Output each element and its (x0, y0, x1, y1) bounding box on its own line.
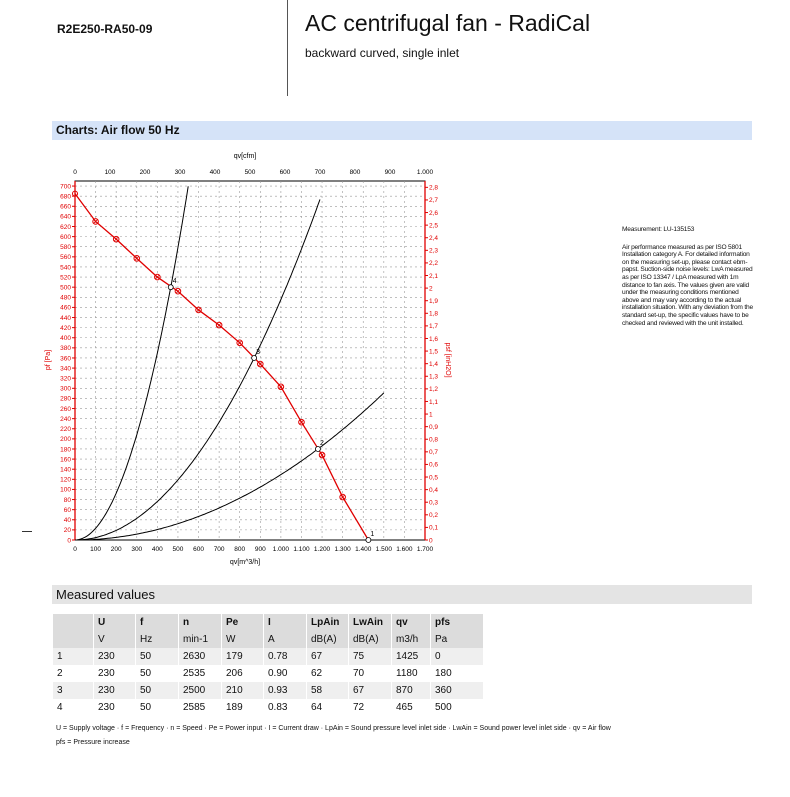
x2-tick-label: 200 (139, 169, 151, 176)
table-cell: I (264, 614, 306, 631)
table-cell: 1425 (392, 648, 430, 665)
y-tick-label: 100 (60, 486, 71, 494)
fan-curve-marker-cross (299, 420, 303, 424)
y-tick-label: 260 (60, 405, 71, 413)
table-cell: dB(A) (307, 631, 348, 648)
x-tick-label: 0 (73, 546, 77, 553)
table-cell: n (179, 614, 221, 631)
table-cell: 50 (136, 699, 178, 716)
table-cell: f (136, 614, 178, 631)
y-tick-label: 480 (60, 294, 71, 302)
measured-values-header: Measured values (52, 585, 752, 604)
table-cell: 206 (222, 665, 263, 682)
table-cell: 179 (222, 648, 263, 665)
x-tick-label: 800 (234, 546, 246, 553)
table-cell: 230 (94, 648, 135, 665)
table-units-row (53, 631, 483, 648)
x-tick-label: 100 (90, 546, 102, 553)
y-tick-label: 540 (60, 264, 71, 272)
table-cell: 50 (136, 682, 178, 699)
product-title: AC centrifugal fan - RadiCal (305, 10, 591, 36)
y-tick-label: 360 (60, 355, 71, 363)
x-tick-label: 1.200 (313, 546, 331, 553)
measurement-text: Air performance measured as per ISO 5801 Installation category A. For detailed information on the measuring set-up, please contact ebm-papst. Suction-side noise levels: LwA measured as per ISO 13347 / LpA measured with 1m distance to fan axis. The values given are valid under the measuring conditions mentioned above and may vary according to the actual installation situation. With any deviation from the standard set-up, the specific values have to be checked and reviewed with the unit installed. (622, 243, 753, 327)
table-row (53, 648, 483, 665)
operating-point-label: 3 (256, 348, 261, 356)
x-axis-label: qv[m^3/h] (229, 559, 261, 566)
x2-tick-label: 500 (244, 169, 256, 176)
y2-tick-label: 2 (429, 285, 433, 293)
table-cell: 0.83 (264, 699, 306, 716)
table-cell: 230 (94, 665, 135, 682)
y-tick-label: 60 (63, 506, 71, 514)
y-tick-label: 280 (60, 395, 71, 403)
x2-tick-label: 0 (73, 169, 77, 176)
y2-tick-label: 2,1 (429, 272, 439, 280)
table-cell: 64 (307, 699, 348, 716)
y-tick-label: 600 (60, 233, 71, 241)
x2-tick-label: 100 (104, 169, 116, 176)
y2-tick-label: 2,5 (429, 222, 439, 230)
y2-tick-label: 0,3 (429, 499, 439, 507)
table-cell (53, 631, 93, 648)
y-tick-label: 220 (60, 426, 71, 434)
y-tick-label: 140 (60, 466, 71, 474)
table-cell: A (264, 631, 306, 648)
x2-tick-label: 300 (174, 169, 186, 176)
operating-point-label: 1 (370, 531, 375, 538)
table-cell: Hz (136, 631, 178, 648)
x-tick-label: 300 (131, 546, 143, 553)
x-tick-label: 1.400 (355, 546, 372, 553)
y2-tick-label: 0,9 (429, 423, 439, 431)
table-row (53, 665, 483, 682)
table-cell: 58 (307, 682, 348, 699)
table-cell: qv (392, 614, 430, 631)
chart-curves (73, 186, 384, 542)
plot-frame (75, 181, 425, 540)
y-tick-label: 440 (60, 314, 71, 322)
table-cell: dB(A) (349, 631, 391, 648)
y-tick-label: 560 (60, 254, 71, 262)
y-tick-label: 420 (60, 324, 71, 332)
model-number: R2E250-RA50-09 (57, 22, 153, 36)
y-tick-label: 340 (60, 365, 71, 373)
y2-tick-label: 2,7 (429, 197, 439, 205)
table-cell: 2630 (179, 648, 221, 665)
airflow-chart (30, 145, 460, 573)
fan-curve (75, 194, 368, 540)
x-tick-label: 700 (213, 546, 225, 553)
y-tick-label: 80 (63, 496, 71, 504)
table-cell: 1180 (392, 665, 430, 682)
table-cell (53, 614, 93, 631)
y-tick-label: 120 (60, 476, 71, 484)
table-cell: 0 (431, 648, 483, 665)
y2-tick-label: 2,3 (429, 247, 439, 255)
system-curve-2 (75, 393, 384, 540)
operating-point-1 (366, 538, 371, 543)
x2-tick-label: 600 (279, 169, 291, 176)
y-tick-label: 240 (60, 415, 71, 423)
table-cell: 70 (349, 665, 391, 682)
x-tick-label: 1.700 (416, 546, 434, 553)
table-cell: 50 (136, 648, 178, 665)
y2-tick-label: 0,5 (429, 474, 439, 482)
table-cell: 189 (222, 699, 263, 716)
y-tick-label: 620 (60, 223, 71, 231)
x-tick-label: 1.500 (375, 546, 392, 553)
operating-point-label: 4 (172, 278, 177, 286)
y-tick-label: 680 (60, 193, 71, 201)
y-tick-label: 160 (60, 456, 71, 464)
x-tick-label: 1.100 (293, 546, 310, 553)
table-cell: 67 (307, 648, 348, 665)
charts-section-header: Charts: Air flow 50 Hz (52, 121, 752, 140)
table-cell: LwAin (349, 614, 391, 631)
table-row (53, 682, 483, 699)
y-tick-label: 660 (60, 203, 71, 211)
table-cell: U (94, 614, 135, 631)
table-cell: 230 (94, 699, 135, 716)
table-cell: m3/h (392, 631, 430, 648)
table-cell: 2 (53, 665, 93, 682)
table-cell: 72 (349, 699, 391, 716)
table-cell: 2535 (179, 665, 221, 682)
table-cell: 230 (94, 682, 135, 699)
y2-tick-label: 1,6 (429, 335, 439, 343)
y-tick-label: 580 (60, 244, 71, 252)
y-tick-label: 700 (60, 183, 71, 191)
y2-tick-label: 1,5 (429, 348, 439, 356)
y2-tick-label: 1,8 (429, 310, 439, 318)
y-tick-label: 380 (60, 345, 71, 353)
table-cell: 75 (349, 648, 391, 665)
y-tick-label: 400 (60, 335, 71, 343)
x2-tick-label: 800 (349, 169, 361, 176)
y-tick-label: 40 (63, 517, 71, 525)
y2-tick-label: 1 (429, 411, 433, 419)
table-cell: 870 (392, 682, 430, 699)
table-cell: 210 (222, 682, 263, 699)
table-cell: 0.93 (264, 682, 306, 699)
table-cell: 500 (431, 699, 483, 716)
x2-tick-label: 900 (384, 169, 396, 176)
y2-tick-label: 0 (429, 537, 433, 545)
y2-tick-label: 0,6 (429, 461, 439, 469)
table-cell: Pe (222, 614, 263, 631)
x-tick-label: 400 (151, 546, 163, 553)
measurement-note (622, 226, 757, 337)
y2-tick-label: 1,4 (429, 360, 439, 368)
system-curve-3 (75, 199, 320, 540)
y2-tick-label: 1,9 (429, 297, 439, 305)
table-cell: 0.90 (264, 665, 306, 682)
y2-tick-label: 1,3 (429, 373, 439, 381)
table-cell: LpAin (307, 614, 348, 631)
y2-tick-label: 1,2 (429, 386, 439, 394)
table-cell: V (94, 631, 135, 648)
y-tick-label: 460 (60, 304, 71, 312)
y2-tick-label: 1,7 (429, 323, 439, 331)
x-tick-label: 500 (172, 546, 184, 553)
table-cell: min-1 (179, 631, 221, 648)
y-tick-label: 320 (60, 375, 71, 383)
y2-tick-label: 0,8 (429, 436, 439, 444)
operating-point-label: 2 (319, 439, 324, 447)
table-cell: 62 (307, 665, 348, 682)
measurement-id: Measurement: LU-135153 (622, 226, 695, 233)
x2-tick-label: 700 (314, 169, 326, 176)
operating-point-3 (252, 355, 257, 360)
y2-tick-label: 2,6 (429, 209, 439, 217)
table-cell: 0.78 (264, 648, 306, 665)
table-header-row (53, 614, 483, 631)
y2-tick-label: 0,1 (429, 524, 439, 532)
table-cell: 360 (431, 682, 483, 699)
y2-tick-label: 0,2 (429, 512, 439, 520)
table-cell: 3 (53, 682, 93, 699)
table-footnote: U = Supply voltage · f = Frequency · n = Speed · Pe = Power input · I = Current draw · LpAin = Sound pressure level inlet side · LwAin = Sound power level inlet side · qv = Air flow (56, 725, 611, 732)
header-divider (287, 0, 288, 96)
y2-tick-label: 2,4 (429, 235, 439, 243)
chart-grid (75, 181, 425, 540)
y-tick-label: 0 (67, 537, 71, 545)
table-cell: 465 (392, 699, 430, 716)
x2-axis-label: qv[cfm] (233, 153, 257, 160)
measured-values-table (52, 614, 484, 716)
y-tick-label: 300 (60, 385, 71, 393)
table-footnote-2: pfs = Pressure increase (56, 739, 130, 746)
y-tick-label: 200 (60, 436, 71, 444)
x-tick-label: 1.000 (272, 546, 290, 553)
y2-tick-label: 1,1 (429, 398, 439, 406)
x-tick-label: 1.600 (396, 546, 413, 553)
x-tick-label: 1.300 (334, 546, 351, 553)
operating-point-2 (315, 446, 320, 451)
table-row (53, 699, 483, 716)
y2-tick-label: 2,2 (429, 260, 439, 268)
table-cell: 2585 (179, 699, 221, 716)
y-tick-label: 180 (60, 446, 71, 454)
y-tick-label: 20 (63, 527, 71, 535)
x2-tick-label: 1.000 (416, 169, 434, 176)
product-subtitle: backward curved, single inlet (305, 46, 460, 60)
table-cell: W (222, 631, 263, 648)
y-tick-label: 520 (60, 274, 71, 282)
y-tick-label: 500 (60, 284, 71, 292)
table-cell: 4 (53, 699, 93, 716)
y-axis-label: pf [Pa] (45, 349, 52, 371)
table-cell: 2500 (179, 682, 221, 699)
table-cell: 50 (136, 665, 178, 682)
x-tick-label: 600 (193, 546, 204, 553)
operating-point-4 (168, 285, 173, 290)
y-tick-label: 640 (60, 213, 71, 221)
table-cell: pfs (431, 614, 483, 631)
x-tick-label: 200 (110, 546, 122, 553)
y2-tick-label: 0,4 (429, 486, 439, 494)
x-tick-label: 900 (254, 546, 266, 553)
y2-axis-label: psf [inH2O] (444, 342, 451, 378)
table-cell: 1 (53, 648, 93, 665)
table-cell: 180 (431, 665, 483, 682)
x2-tick-label: 400 (209, 169, 221, 176)
table-cell: Pa (431, 631, 483, 648)
table-cell: 67 (349, 682, 391, 699)
y2-tick-label: 0,7 (429, 449, 439, 457)
y2-tick-label: 2,8 (429, 184, 439, 192)
